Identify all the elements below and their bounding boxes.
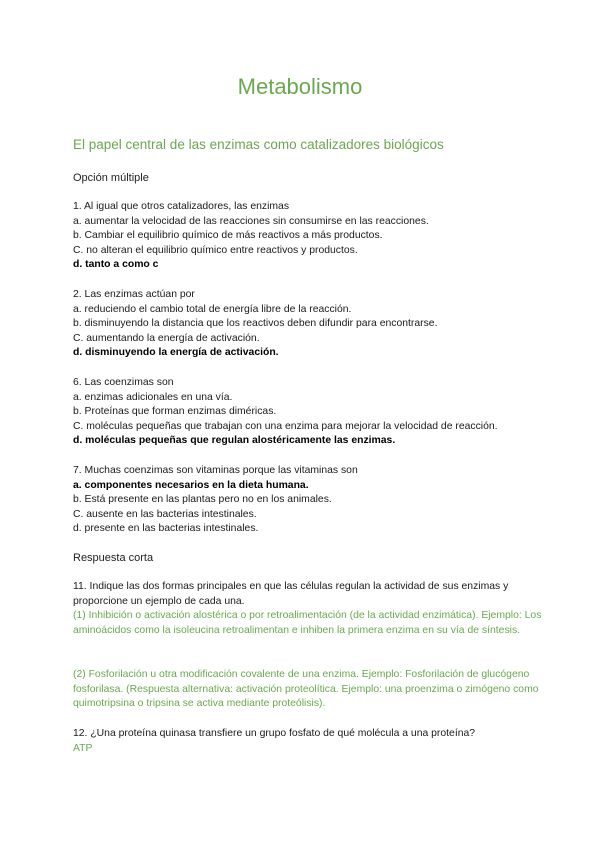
option-a-answer: a. componentes necesarios en la dieta humana. — [73, 479, 309, 491]
option-d-answer: d. tanto a como c — [73, 259, 159, 271]
answer-11-part-2-block — [73, 668, 543, 712]
question-text: 6. Las coenzimas son — [73, 377, 174, 388]
option-b: b. Cambiar el equilibrio químico de más reactivos a más productos. — [73, 230, 383, 242]
option-b: b. disminuyendo la distancia que los reactivos deben difundir para encontrarse. — [73, 318, 438, 330]
option-c: C. no alteran el equilibrio químico entre reactivos y productos. — [73, 244, 358, 256]
option-d: d. presente en las bacterias intestinales. — [73, 523, 259, 535]
question-text: 2. Las enzimas actúan por — [73, 289, 195, 300]
option-c: C. moléculas pequeñas que trabajan con una enzima para mejorar la velocidad de reacción. — [73, 420, 498, 432]
answer-12: ATP — [73, 742, 93, 754]
question-text: 11. Indique las dos formas principales en que las células regulan la actividad de sus enzimas y proporcione un ejemplo de cada una. — [73, 581, 509, 607]
section-short-answer: Respuesta corta — [73, 552, 154, 564]
answer-11-part-2: (2) Fosforilación u otra modificación covalente de una enzima. Ejemplo: Fosforilación de glucógeno fosforilasa. (Respuesta alternativa: activación proteolítica. Ejemplo: una proenzima o zimógeno como quimotripsina o tripsina se activa mediante proteólisis). — [73, 669, 539, 710]
question-2 — [73, 288, 543, 361]
answer-11-part-1: (1) Inhibición o activación alostérica o por retroalimentación (de la actividad enzimática). Ejemplo: Los aminoácidos como la isoleucina retroalimentan e inhiben la primera enzima en su vía de síntesis. — [73, 610, 542, 636]
option-c: C. ausente en las bacterias intestinales. — [73, 508, 257, 520]
question-1 — [73, 200, 543, 273]
question-7 — [73, 464, 543, 537]
option-a: a. reduciendo el cambio total de energía libre de la reacción. — [73, 303, 352, 315]
option-b: b. Está presente en las plantas pero no en los animales. — [73, 494, 332, 506]
option-c: C. aumentando la energía de activación. — [73, 332, 260, 344]
option-b: b. Proteínas que forman enzimas diméricas. — [73, 406, 277, 418]
question-text: 12. ¿Una proteína quinasa transfiere un grupo fosfato de qué molécula a una proteína? — [73, 728, 476, 739]
question-text: 1. Al igual que otros catalizadores, las enzimas — [73, 201, 290, 212]
option-d-answer: d. disminuyendo la energía de activación. — [73, 347, 279, 359]
option-a: a. enzimas adicionales en una vía. — [73, 391, 233, 403]
document-subtitle: El papel central de las enzimas como catalizadores biológicos — [73, 137, 444, 152]
option-d-answer: d. moléculas pequeñas que regulan alostéricamente las enzimas. — [73, 435, 396, 447]
option-a: a. aumentar la velocidad de las reacciones sin consumirse en las reacciones. — [73, 215, 429, 227]
document-title: Metabolismo — [237, 74, 363, 99]
section-multiple-choice: Opción múltiple — [73, 172, 149, 184]
question-6 — [73, 376, 543, 449]
question-text: 7. Muchas coenzimas son vitaminas porque las vitaminas son — [73, 465, 358, 476]
question-11 — [73, 580, 543, 638]
question-12 — [73, 727, 543, 756]
